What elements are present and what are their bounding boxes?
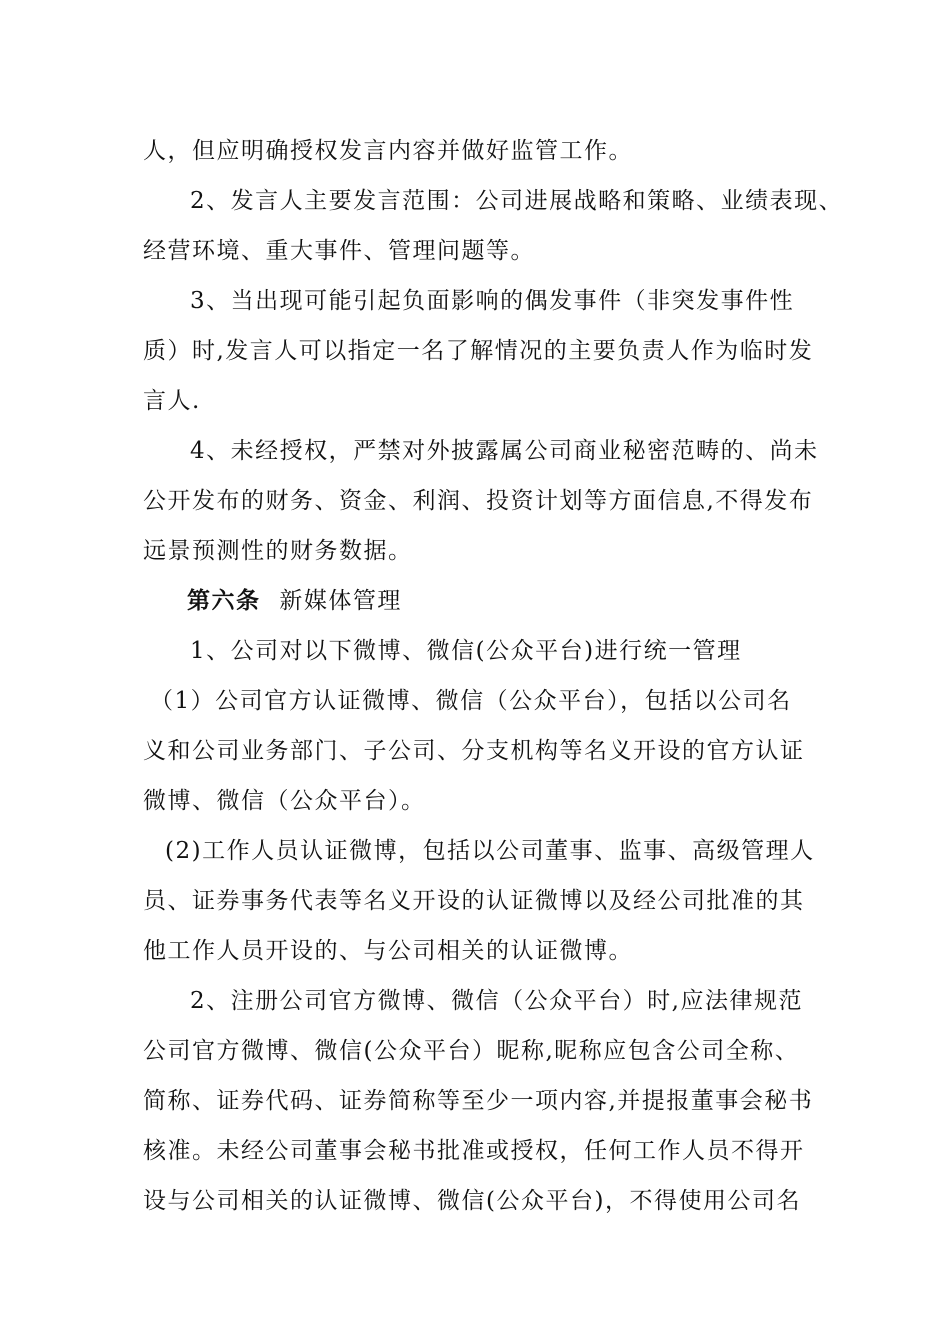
paragraph-line-11: 1、公司对以下微博、微信(公众平台)进行统一管理 xyxy=(190,638,742,664)
paragraph-line-15: (2)工作人员认证微博，包括以公司董事、监事、高级管理人 xyxy=(165,838,815,864)
paragraph-line-9: 远景预测性的财务数据。 xyxy=(143,538,413,564)
article-number: 第六条 xyxy=(187,588,261,614)
paragraph-line-19: 公司官方微博、微信(公众平台）昵称,昵称应包含公司全称、 xyxy=(143,1038,800,1064)
paragraph-line-20: 简称、证券代码、证券简称等至少一项内容,并提报董事会秘书 xyxy=(143,1088,814,1114)
paragraph-line-17: 他工作人员开设的、与公司相关的认证微博。 xyxy=(143,938,633,964)
paragraph-line-12: （1）公司官方认证微博、微信（公众平台），包括以公司名 xyxy=(150,688,792,714)
paragraph-line-6: 言人. xyxy=(143,388,201,414)
article-heading-line xyxy=(187,586,402,616)
paragraph-line-18: 2、注册公司官方微博、微信（公众平台）时,应法律规范 xyxy=(190,988,803,1014)
paragraph-line-16: 员、证券事务代表等名义开设的认证微博以及经公司批准的其 xyxy=(143,888,805,914)
paragraph-line-8: 公开发布的财务、资金、利润、投资计划等方面信息,不得发布 xyxy=(143,488,814,514)
article-title: 新媒体管理 xyxy=(279,588,402,614)
paragraph-line-21: 核准。未经公司董事会秘书批准或授权，任何工作人员不得开 xyxy=(143,1138,805,1164)
paragraph-line-3: 经营环境、重大事件、管理问题等。 xyxy=(143,238,535,264)
paragraph-line-5: 质）时,发言人可以指定一名了解情况的主要负责人作为临时发 xyxy=(143,338,814,364)
paragraph-line-13: 义和公司业务部门、子公司、分支机构等名义开设的官方认证 xyxy=(143,738,805,764)
paragraph-line-2: 2、发言人主要发言范围：公司进展战略和策略、业绩表现、 xyxy=(190,188,844,214)
paragraph-line-1: 人，但应明确授权发言内容并做好监管工作。 xyxy=(143,138,633,164)
paragraph-line-14: 微博、微信（公众平台）。 xyxy=(143,788,426,814)
paragraph-line-4: 3、当出现可能引起负面影响的偶发事件（非突发事件性 xyxy=(190,288,795,314)
paragraph-line-22: 设与公司相关的认证微博、微信(公众平台)，不得使用公司名 xyxy=(143,1188,801,1214)
paragraph-line-7: 4、未经授权，严禁对外披露属公司商业秘密范畴的、尚未 xyxy=(190,438,819,464)
